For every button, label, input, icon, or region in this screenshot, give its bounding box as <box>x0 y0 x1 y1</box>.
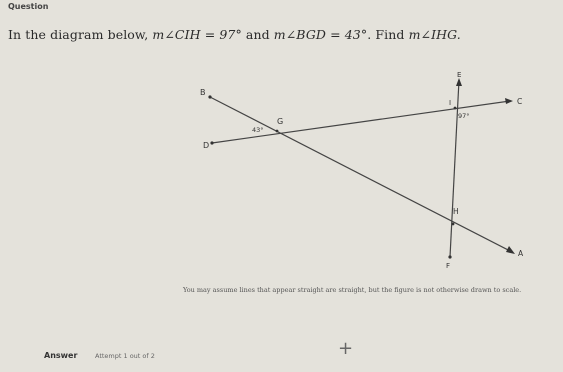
label-a: A <box>518 249 524 258</box>
arrow-a <box>506 246 515 254</box>
label-h: H <box>453 207 459 216</box>
label-b: B <box>200 88 206 97</box>
arrow-c <box>505 98 513 104</box>
add-answer-button[interactable]: + <box>338 338 354 359</box>
prompt-intro: In the diagram below, <box>8 27 149 42</box>
angle-label-97: 97° <box>458 112 470 120</box>
point-g <box>276 130 279 133</box>
arrow-e <box>456 78 462 86</box>
label-d: D <box>203 141 210 150</box>
prompt-find: . Find <box>367 27 405 42</box>
scale-note: You may assume lines that appear straight are straight, but the figure is not otherwise drawn to scale. <box>183 286 522 294</box>
point-i <box>454 107 457 110</box>
prompt-and: and <box>245 27 270 42</box>
line-eihf <box>450 80 459 257</box>
label-i: I <box>449 99 452 107</box>
label-f: F <box>446 262 451 270</box>
point-b <box>208 95 211 98</box>
point-f <box>448 255 451 258</box>
line-dic <box>212 101 510 143</box>
label-c: C <box>517 97 523 106</box>
label-e: E <box>457 71 462 79</box>
answer-label: Answer <box>44 351 78 360</box>
line-bga <box>210 97 512 252</box>
attempt-counter: Attempt 1 out of 2 <box>95 352 155 360</box>
angle-label-43: 43° <box>252 126 264 134</box>
given-angle-bgd: m∠BGD = 43° <box>273 27 368 42</box>
question-header: Question <box>8 2 49 11</box>
label-g: G <box>277 117 284 126</box>
given-angle-cih: m∠CIH = 97° <box>152 27 242 42</box>
point-h <box>452 223 455 226</box>
point-d <box>210 141 213 144</box>
asked-angle-ihg: m∠IHG. <box>408 27 461 42</box>
